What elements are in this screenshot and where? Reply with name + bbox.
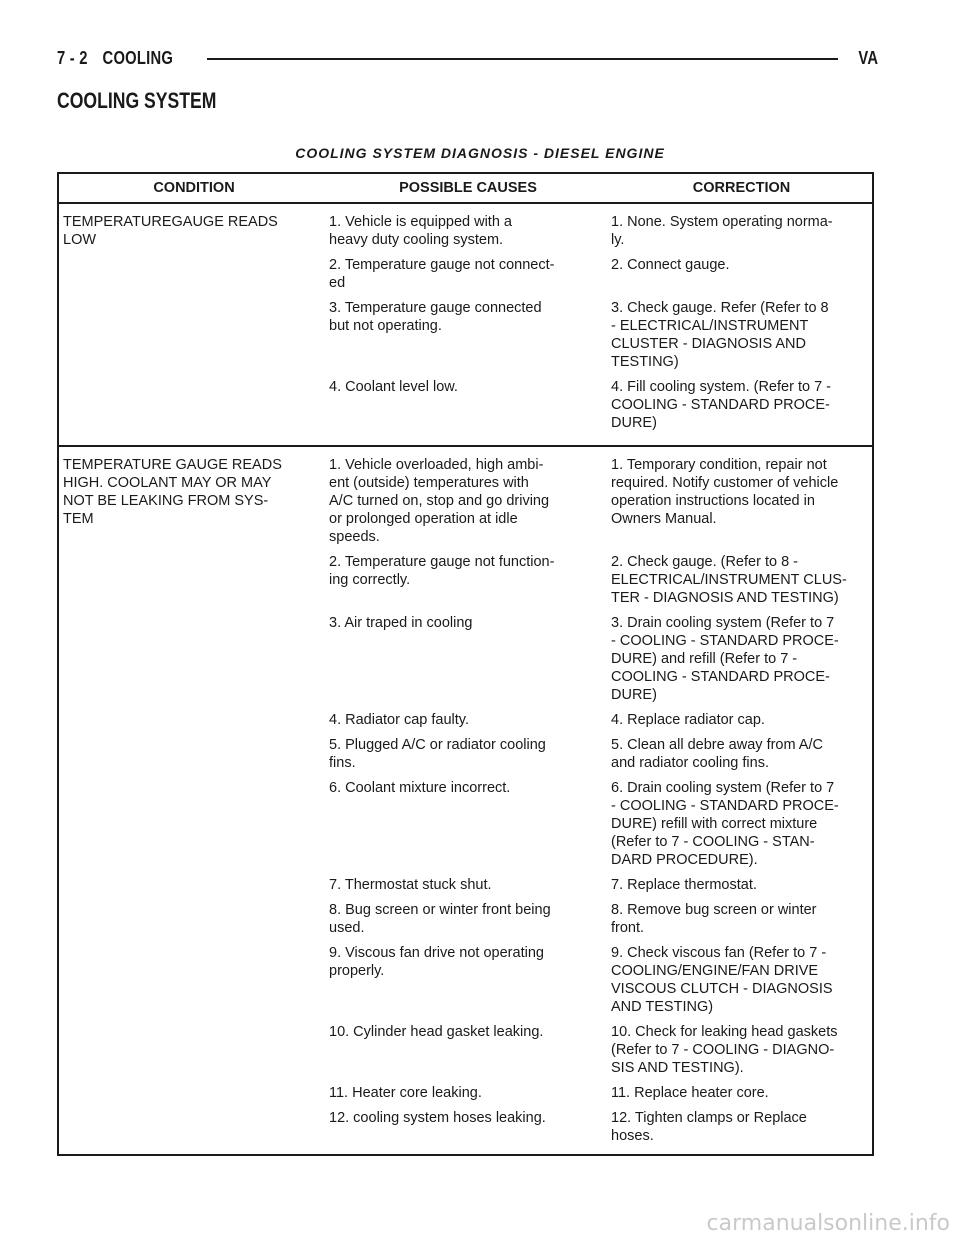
header-rule	[207, 58, 838, 60]
possible-cause: 6. Coolant mixture incorrect.	[329, 780, 511, 796]
table-row	[325, 614, 872, 704]
correction: 1. None. System operating norma- ly.	[611, 214, 833, 248]
correction: 8. Remove bug screen or winter front.	[611, 902, 817, 936]
table-row	[325, 553, 872, 607]
possible-cause: 1. Vehicle overloaded, high ambi- ent (outside) temperatures with A/C turned on, stop and go driving or prolonged operation at idle speeds.	[329, 457, 550, 545]
page-number: 7 - 2	[57, 48, 88, 68]
cause-correction-list	[325, 456, 872, 1152]
table-title: COOLING SYSTEM DIAGNOSIS - DIESEL ENGINE	[295, 145, 665, 161]
possible-cause: 3. Air traped in cooling	[329, 615, 473, 631]
header-left	[57, 48, 173, 69]
possible-cause: 7. Thermostat stuck shut.	[329, 877, 492, 893]
table-row	[325, 901, 872, 937]
table-row	[325, 944, 872, 1016]
possible-cause: 11. Heater core leaking.	[329, 1085, 482, 1101]
table-row	[325, 736, 872, 772]
possible-cause: 5. Plugged A/C or radiator cooling fins.	[329, 737, 546, 771]
table-row	[325, 711, 872, 729]
table-row	[325, 876, 872, 894]
correction: 11. Replace heater core.	[611, 1085, 769, 1101]
table-body	[59, 204, 872, 1154]
correction: 2. Connect gauge.	[611, 257, 730, 273]
table-row	[325, 256, 872, 292]
table-row	[325, 213, 872, 249]
column-header-correction: CORRECTION	[692, 180, 791, 196]
possible-cause: 1. Vehicle is equipped with a heavy duty cooling system.	[329, 214, 512, 248]
correction: 4. Fill cooling system. (Refer to 7 - COOLING - STANDARD PROCE- DURE)	[611, 379, 831, 431]
possible-cause: 2. Temperature gauge not function- ing correctly.	[329, 554, 555, 588]
table-row	[325, 299, 872, 371]
possible-cause: 12. cooling system hoses leaking.	[329, 1110, 546, 1126]
possible-cause: 8. Bug screen or winter front being used.	[329, 902, 551, 936]
correction: 3. Drain cooling system (Refer to 7 - COOLING - STANDARD PROCE- DURE) and refill (Refer to 7 - COOLING - STANDARD PROCE- DURE)	[611, 615, 839, 703]
correction: 5. Clean all debre away from A/C and radiator cooling fins.	[611, 737, 823, 771]
condition-text: TEMPERATUREGAUGE READS LOW	[63, 214, 278, 248]
correction: 2. Check gauge. (Refer to 8 - ELECTRICAL/INSTRUMENT CLUS- TER - DIAGNOSIS AND TESTING)	[611, 554, 847, 606]
table-row	[325, 1023, 872, 1077]
section-title: COOLING SYSTEM	[57, 88, 217, 113]
table-row	[325, 1109, 872, 1145]
condition-group	[59, 447, 872, 1154]
possible-cause: 4. Coolant level low.	[329, 379, 458, 395]
correction: 7. Replace thermostat.	[611, 877, 757, 893]
table-row	[325, 1084, 872, 1102]
cause-correction-list	[325, 213, 872, 439]
possible-cause: 3. Temperature gauge connected but not operating.	[329, 300, 542, 334]
diagnosis-table	[57, 172, 874, 1156]
correction: 10. Check for leaking head gaskets (Refer to 7 - COOLING - DIAGNO- SIS AND TESTING).	[611, 1024, 838, 1076]
chapter-name: COOLING	[102, 48, 174, 68]
condition-group	[59, 204, 872, 447]
possible-cause: 9. Viscous fan drive not operating properly.	[329, 945, 544, 979]
table-row	[325, 779, 872, 869]
correction: 3. Check gauge. Refer (Refer to 8 - ELECTRICAL/INSTRUMENT CLUSTER - DIAGNOSIS AND TESTING)	[611, 300, 829, 370]
correction: 6. Drain cooling system (Refer to 7 - COOLING - STANDARD PROCE- DURE) refill with correct mixture (Refer to 7 - COOLING - STAN- DARD PROCEDURE).	[611, 780, 839, 868]
correction: 1. Temporary condition, repair not required. Notify customer of vehicle operation instructions located in Owners Manual.	[611, 457, 839, 527]
page-header	[57, 48, 878, 72]
table-row	[325, 456, 872, 546]
column-header-condition: CONDITION	[153, 180, 235, 196]
table-header	[59, 174, 872, 204]
column-header-causes: POSSIBLE CAUSES	[399, 180, 537, 196]
manual-code: VA	[858, 48, 878, 68]
watermark: carmanualsonline.info	[706, 1211, 950, 1236]
correction: 9. Check viscous fan (Refer to 7 - COOLING/ENGINE/FAN DRIVE VISCOUS CLUTCH - DIAGNOSIS AND TESTING)	[611, 945, 833, 1015]
possible-cause: 2. Temperature gauge not connect- ed	[329, 257, 555, 291]
correction: 4. Replace radiator cap.	[611, 712, 765, 728]
correction: 12. Tighten clamps or Replace hoses.	[611, 1110, 807, 1144]
condition-text: TEMPERATURE GAUGE READS HIGH. COOLANT MAY OR MAY NOT BE LEAKING FROM SYS- TEM	[63, 457, 282, 527]
possible-cause: 4. Radiator cap faulty.	[329, 712, 469, 728]
possible-cause: 10. Cylinder head gasket leaking.	[329, 1024, 544, 1040]
table-row	[325, 378, 872, 432]
